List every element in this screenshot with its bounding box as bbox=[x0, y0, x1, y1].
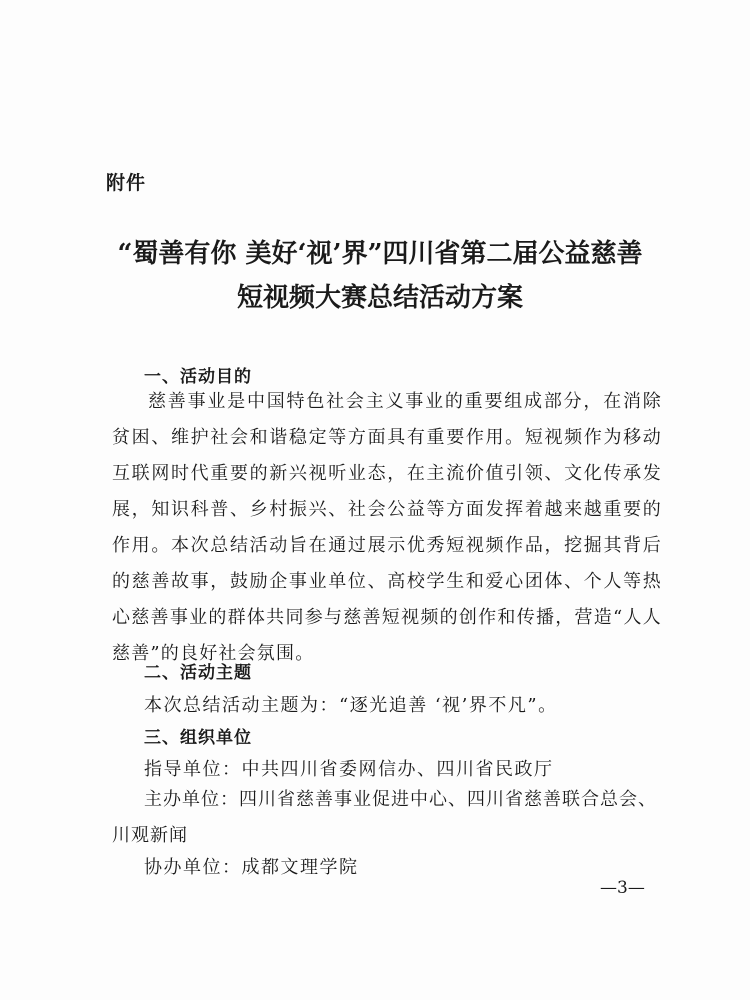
page-number: —3— bbox=[600, 878, 645, 898]
title-line-1: “蜀善有你 美好‘视’界”四川省第二届公益慈善 bbox=[117, 239, 643, 269]
attachment-label: 附件 bbox=[106, 172, 147, 194]
guidance-unit: 指导单位：中共四川省委网信办、四川省民政厅 bbox=[144, 759, 554, 780]
theme-text: 本次总结活动主题为：“逐光追善 ‘视’界不凡”。 bbox=[144, 695, 558, 716]
document-title bbox=[100, 232, 660, 320]
section-heading-organizers: 三、组织单位 bbox=[144, 728, 252, 748]
host-unit: 主办单位：四川省慈善事业促进中心、四川省慈善联合总会、川观新闻 bbox=[112, 789, 657, 846]
section-heading-purpose: 一、活动目的 bbox=[144, 367, 252, 387]
purpose-paragraph: 慈善事业是中国特色社会主义事业的重要组成部分，在消除贫困、维护社会和谐稳定等方面具有重要作用。短视频作为移动互联网时代重要的新兴视听业态，在主流价值引领、文化传承发展，知识科普、乡村振兴、社会公益等方面发挥着越来越重要的作用。本次总结活动旨在通过展示优秀短视频作品，挖掘其背后的慈善故事，鼓励企事业单位、高校学生和爱心团体、个人等热心慈善事业的群体共同参与慈善短视频的创作和传播，营造“人人慈善”的良好社会氛围。 bbox=[112, 391, 662, 664]
title-line-2: 短视频大赛总结活动方案 bbox=[236, 283, 523, 313]
section-heading-theme: 二、活动主题 bbox=[144, 663, 252, 683]
co-organizer-unit: 协办单位：成都文理学院 bbox=[144, 857, 359, 878]
